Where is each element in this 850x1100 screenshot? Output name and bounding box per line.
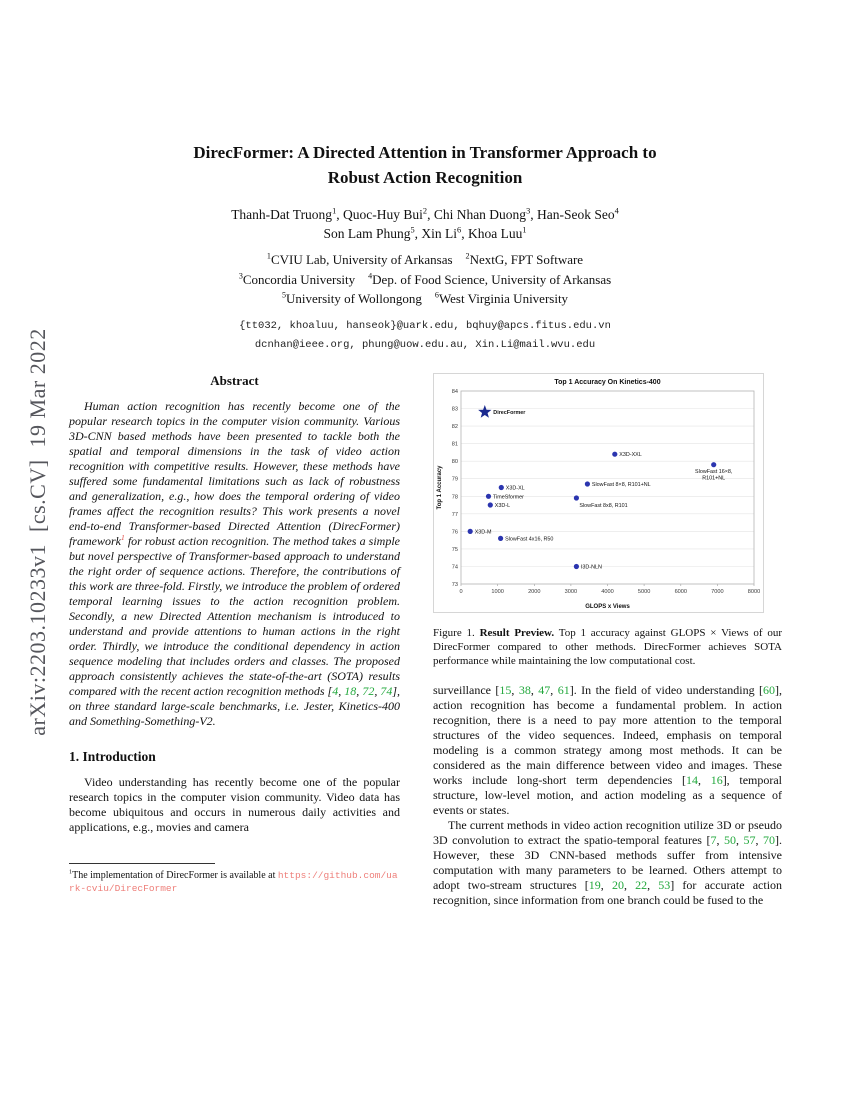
footnote-text (69, 869, 400, 895)
text-segment: 6 (434, 290, 439, 300)
text-segment: 5 (410, 225, 415, 235)
left-column (69, 373, 400, 895)
chart-point-label: X3D-XL (505, 485, 525, 492)
text-segment: 3 (526, 206, 531, 216)
text-segment: ]. In the field of video understanding [ (569, 683, 764, 697)
chart-point (585, 481, 590, 486)
text-segment: West Virginia University (438, 291, 569, 306)
chart-point (612, 452, 617, 457)
affiliation-line2 (85, 270, 765, 290)
right-column (433, 373, 782, 908)
abstract-heading: Abstract (210, 373, 259, 388)
chart-point-label: SlowFast 16×8, (695, 469, 733, 476)
arxiv-watermark: arXiv:2203.10233v1 [cs.CV] 19 Mar 2022 (25, 328, 50, 736)
footnote (69, 863, 400, 895)
chart-point (488, 502, 493, 507)
chart-point (486, 494, 491, 499)
chart-yaxis-label: Top 1 Accuracy (437, 465, 443, 510)
citation-link[interactable]: 22 (635, 878, 648, 892)
abstract-text (69, 399, 400, 729)
text-segment: ], on three standard large-scale benchmarks, i.e. Jester, Kinetics-400 and Something-Something-V2. (69, 684, 401, 728)
chart-xtick-label: 4000 (601, 589, 614, 595)
text-segment: ], action recognition has become a fundamental problem. In action recognition, there is a need to pay more attention to the temporal structures of the video sequences. Indeed, emphasis on temporal modeling is a common strategy among most methods. It can be considered as the main difference between video and images. These works include long-short term dependencies [ (433, 683, 783, 787)
text-segment: CVIU Lab, University of Arkansas (270, 252, 453, 267)
text-segment: 1 (69, 868, 73, 876)
paper-title (85, 140, 765, 190)
citation-link[interactable]: 61 (557, 683, 570, 697)
chart-ytick-label: 81 (451, 441, 458, 448)
introduction-paragraph: Video understanding has recently become one of the popular research topics in the computer vision community. Video data has become ubiquitous and occurs in numerous daily activities and applications, e.g., movies and camera (69, 775, 400, 834)
text-segment (453, 252, 466, 267)
citation-link[interactable]: 60 (763, 683, 776, 697)
citation-link[interactable]: 4 (332, 684, 339, 698)
citation-link[interactable]: 47 (538, 683, 551, 697)
chart-ytick-label: 80 (451, 459, 458, 466)
citation-link[interactable]: 74 (380, 684, 393, 698)
chart-point-label: X3D-M (474, 529, 492, 536)
chart-point-label: SlowFast 4x16, R50 (505, 536, 554, 543)
chart-point-label: SlowFast 8x8, R101 (579, 503, 628, 509)
chart-ytick-label: 78 (451, 494, 458, 501)
text-segment: 1 (332, 206, 337, 216)
chart-ytick-label: 75 (451, 546, 458, 553)
footnote-marker[interactable]: 1 (121, 533, 125, 542)
text-segment: , Xin Li (414, 226, 458, 241)
body-paragraph-1 (433, 683, 782, 818)
text-segment: Result Preview. (479, 627, 555, 639)
chart-point-label: TimeSformer (493, 494, 524, 501)
citation-link[interactable]: 18 (344, 684, 357, 698)
chart-xtick-label: 6000 (674, 589, 688, 595)
chart-point-label: SlowFast 8×8, R101+NL (591, 482, 651, 488)
chart-point-label: I3D-NLN (580, 564, 602, 571)
email-line2: dcnhan@ieee.org, phung@uow.edu.au, Xin.Li@mail.wvu.edu (254, 338, 596, 351)
text-segment: , Chi Nhan Duong (427, 207, 527, 222)
section-heading-introduction: 1. Introduction (69, 749, 156, 764)
text-segment: Concordia University (242, 271, 356, 287)
authors-line1 (85, 205, 765, 224)
chart-point-label: DirecFormer (493, 410, 526, 417)
citation-link[interactable]: 7 (710, 833, 717, 847)
chart-xtick-label: 8000 (747, 589, 761, 595)
text-segment: , (511, 683, 519, 697)
text-segment: 6 (457, 225, 462, 235)
text-segment: Thanh-Dat Truong (231, 207, 333, 222)
email-line1: {tt032, khoaluu, hanseok}@uark.edu, bqhuy@apcs.fitus.edu.vn (239, 319, 611, 332)
text-segment: NextG, FPT Software (469, 252, 584, 267)
author-emails (85, 317, 765, 355)
figure1-caption (433, 626, 782, 668)
citation-link[interactable]: 20 (611, 878, 624, 892)
citation-link[interactable]: 57 (743, 833, 756, 847)
text-segment: ]. However, these 3D CNN-based methods suffer from intensive computation with many parameters to be learned. Others attempt to adopt two-stream structures [ (433, 833, 783, 892)
text-segment: 4 (368, 271, 373, 281)
chart-point (711, 462, 716, 467)
chart-ytick-label: 79 (451, 476, 458, 483)
paper-title-line1: DirecFormer: A Directed Attention in Transformer Approach to (193, 143, 657, 162)
chart-ytick-label: 76 (451, 529, 458, 536)
affiliation-line1 (85, 250, 765, 270)
chart-xaxis-label: GLOPS x Views (585, 604, 630, 610)
text-segment: surveillance [ (433, 683, 500, 697)
text-segment: , (755, 833, 764, 847)
paper-header (85, 140, 765, 355)
text-segment: Human action recognition has recently become one of the popular research topics in the computer vision community. Various 3D-CNN based methods have been presented to tackle both the spatial and temporal dimensions in the task of video action recognition with competitive results. However, these methods have suffered some fundamental limitations such as lack of robustness and generalization, e.g., how does the temporal ordering of video frames affect the recognition results? This work presents a novel end-to-end Transformer-based Directed Attention (DirecFormer) framework (69, 399, 400, 548)
chart-xtick-label: 7000 (711, 589, 724, 595)
text-segment: , (698, 773, 711, 787)
body-paragraph-2 (433, 818, 782, 908)
chart-point-label: X3D-L (494, 503, 511, 509)
citation-link[interactable]: 15 (499, 683, 512, 697)
text-segment: 3 (238, 271, 243, 281)
text-segment: Dep. of Food Science, University of Arkansas (372, 271, 612, 287)
text-segment: , (623, 878, 636, 892)
text-segment: The current methods in video action recognition utilize 3D or pseudo 3D convolution to extract the spatio-temporal features [ (433, 818, 782, 847)
chart-point (498, 536, 503, 541)
text-segment: , (356, 684, 363, 698)
chart-xtick-label: 3000 (564, 589, 578, 595)
url-link[interactable]: https://github.com/uark-cviu/DirecFormer (69, 870, 398, 894)
chart-ytick-label: 83 (451, 406, 458, 413)
author-list (85, 205, 765, 243)
text-segment: , (530, 683, 539, 697)
text-segment: for robust action recognition. The method takes a simple but novel perspective of Transformer-based approach to understand the right order of sequence actions. Therefore, the contributions of this work are three-fold. Firstly, we introduce the problem of ordered temporal learning issues to the action recognition problem. Secondly, a new Directed Attention mechanism is introduced to understand and provide attentions to human actions in the right order. Thirdly, we introduce the conditional dependency in action sequence modeling that includes orders and classes. The proposed approach consistently achieves the state-of-the-art (SOTA) results compared with the recent action recognition methods [ (69, 534, 400, 698)
chart-xtick-label: 5000 (637, 589, 651, 595)
footnote-rule (69, 863, 215, 864)
chart-xtick-label: 0 (459, 589, 463, 595)
chart-point-star (478, 405, 491, 418)
chart-ytick-label: 84 (451, 389, 458, 395)
chart-ytick-label: 73 (451, 582, 458, 588)
text-segment (422, 291, 435, 306)
chart-xtick-label: 1000 (491, 589, 504, 595)
citation-link[interactable]: 50 (723, 833, 736, 847)
chart-point (499, 485, 504, 490)
citation-link[interactable]: 38 (518, 683, 531, 697)
text-segment: ] for accurate action recognition, since information from one branch could be fused to the (433, 878, 783, 907)
text-segment: 2 (465, 251, 470, 261)
chart-ytick-label: 82 (451, 424, 458, 431)
text-segment: 5 (281, 290, 286, 300)
text-segment: 4 (614, 206, 619, 216)
text-segment: 1 (266, 251, 271, 261)
chart-xtick-label: 2000 (528, 589, 541, 595)
chart-point (468, 529, 473, 534)
figure1 (433, 373, 764, 613)
chart-point (574, 495, 579, 500)
citation-link[interactable]: 16 (710, 773, 723, 787)
chart-ytick-label: 77 (451, 511, 458, 518)
text-segment: , (374, 684, 381, 698)
citation-link[interactable]: 53 (658, 878, 671, 892)
citation-link[interactable]: 19 (588, 878, 601, 892)
text-segment: , Quoc-Huy Bui (336, 207, 423, 222)
paper-title-line2: Robust Action Recognition (327, 168, 523, 187)
text-segment: Figure 1. (433, 627, 480, 639)
text-segment: , (550, 683, 558, 697)
affiliations (85, 250, 765, 309)
text-segment: Son Lam Phung (323, 226, 411, 241)
text-segment: , (735, 833, 744, 847)
text-segment: The implementation of DirecFormer is available at (72, 870, 278, 881)
text-segment: , (647, 878, 659, 892)
figure1-chart (434, 374, 763, 612)
citation-link[interactable]: 14 (686, 773, 698, 787)
text-segment: , (600, 878, 612, 892)
chart-title: Top 1 Accuracy On Kinetics-400 (554, 379, 661, 386)
citation-link[interactable]: 70 (763, 833, 776, 847)
chart-point-label: X3D-XXL (619, 452, 642, 459)
text-segment: , Han-Seok Seo (530, 207, 615, 222)
authors-line2 (85, 224, 765, 243)
citation-link[interactable]: 72 (362, 684, 375, 698)
chart-ytick-label: 74 (451, 564, 458, 571)
text-segment: University of Wollongong (285, 291, 422, 306)
text-segment (355, 272, 368, 287)
chart-point-label: R101+NL (702, 475, 726, 482)
text-segment: , (338, 684, 345, 698)
text-segment: 2 (422, 206, 428, 216)
text-segment: , (716, 833, 724, 847)
text-segment: 1 (522, 225, 527, 235)
chart-point (574, 564, 579, 569)
text-segment: ], temporal structure, low-level motion, and action modeling as a sequence of events or states. (433, 773, 783, 817)
affiliation-line3 (85, 289, 765, 309)
text-segment: Top 1 accuracy against GLOPS × Views of our DirecFormer compared to other methods. DirecFormer achieves SOTA performance while maintaining the low computational cost. (433, 627, 782, 667)
text-segment: , Khoa Luu (461, 226, 523, 241)
